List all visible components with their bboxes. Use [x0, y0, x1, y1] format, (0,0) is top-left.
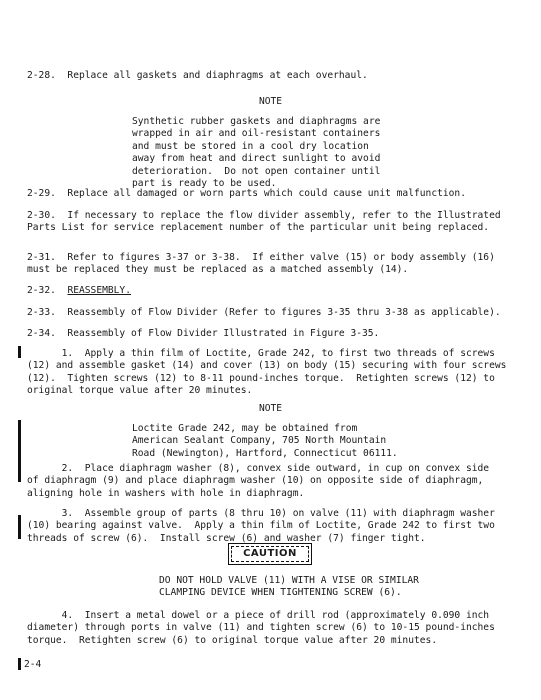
caution-body: DO NOT HOLD VALVE (11) WITH A VISE OR SIMILAR CLAMPING DEVICE WHEN TIGHTENING SCREW (6).	[159, 575, 419, 599]
paragraph-number: 2-32.	[27, 285, 56, 296]
caution-label: CAUTION	[231, 546, 309, 562]
paragraph-2-31: 2-31. Refer to figures 3-37 or 3-38. If either valve (15) or body assembly (16) must be replaced they must be replaced as a matched assembly (14).	[27, 252, 495, 276]
paragraph-2-32	[27, 285, 131, 297]
paragraph-2-29: 2-29. Replace all damaged or worn parts which could cause unit malfunction.	[27, 188, 466, 199]
section-heading-reassembly: REASSEMBLY.	[67, 285, 131, 296]
note-title: NOTE	[258, 96, 283, 107]
change-bar	[18, 515, 21, 539]
change-bar	[18, 346, 21, 358]
change-bar	[18, 658, 21, 670]
note-title: NOTE	[258, 403, 283, 414]
caution-box	[228, 543, 312, 565]
page-number: 2-4	[24, 659, 42, 670]
note-body: Synthetic rubber gaskets and diaphragms are wrapped in air and oil-resistant containers and must be stored in a cool dry location away from heat and direct sunlight to avoid deterioration. Do not open container until part is ready to be used.	[132, 116, 381, 190]
step-3: 3. Assemble group of parts (8 thru 10) on valve (11) with diaphragm washer (10) bearing against valve. Apply a thin film of Loctite, Grade 242 to first two threads of screw (6). Install screw (6) and washer (7) finger tight.	[27, 508, 495, 544]
step-1: 1. Apply a thin film of Loctite, Grade 242, to first two threads of screws (12) and assemble gasket (14) and cover (13) on body (15) securing with four screws (12). Tighten screws (12) to 8-11 pound-inches torque. Retighten screws (12) to original torque value after 20 minutes.	[27, 348, 507, 397]
paragraph-2-33: 2-33. Reassembly of Flow Divider (Refer to figures 3-35 thru 3-38 as applicable).	[27, 307, 501, 318]
paragraph-2-28: 2-28. Replace all gaskets and diaphragms at each overhaul.	[27, 70, 368, 81]
step-2: 2. Place diaphragm washer (8), convex side outward, in cup on convex side of diaphragm (9) and place diaphragm washer (10) on opposite side of diaphragm, aligning hole in washers with hole in diaphragm.	[27, 463, 490, 499]
paragraph-2-34: 2-34. Reassembly of Flow Divider Illustrated in Figure 3-35.	[27, 328, 380, 339]
note-body: Loctite Grade 242, may be obtained from American Sealant Company, 705 North Mountain Road (Newington), Hartford, Connecticut 06111.	[132, 423, 398, 459]
paragraph-2-30: 2-30. If necessary to replace the flow divider assembly, refer to the Illustrated Parts List for service replacement number of the particular unit being replaced.	[27, 210, 501, 234]
change-bar	[18, 420, 21, 482]
step-4: 4. Insert a metal dowel or a piece of drill rod (approximately 0.090 inch diameter) through ports in valve (11) and tighten screw (6) to 10-15 pound-inches torque. Retighten screw (6) to original torque value after 20 minutes.	[27, 610, 495, 646]
